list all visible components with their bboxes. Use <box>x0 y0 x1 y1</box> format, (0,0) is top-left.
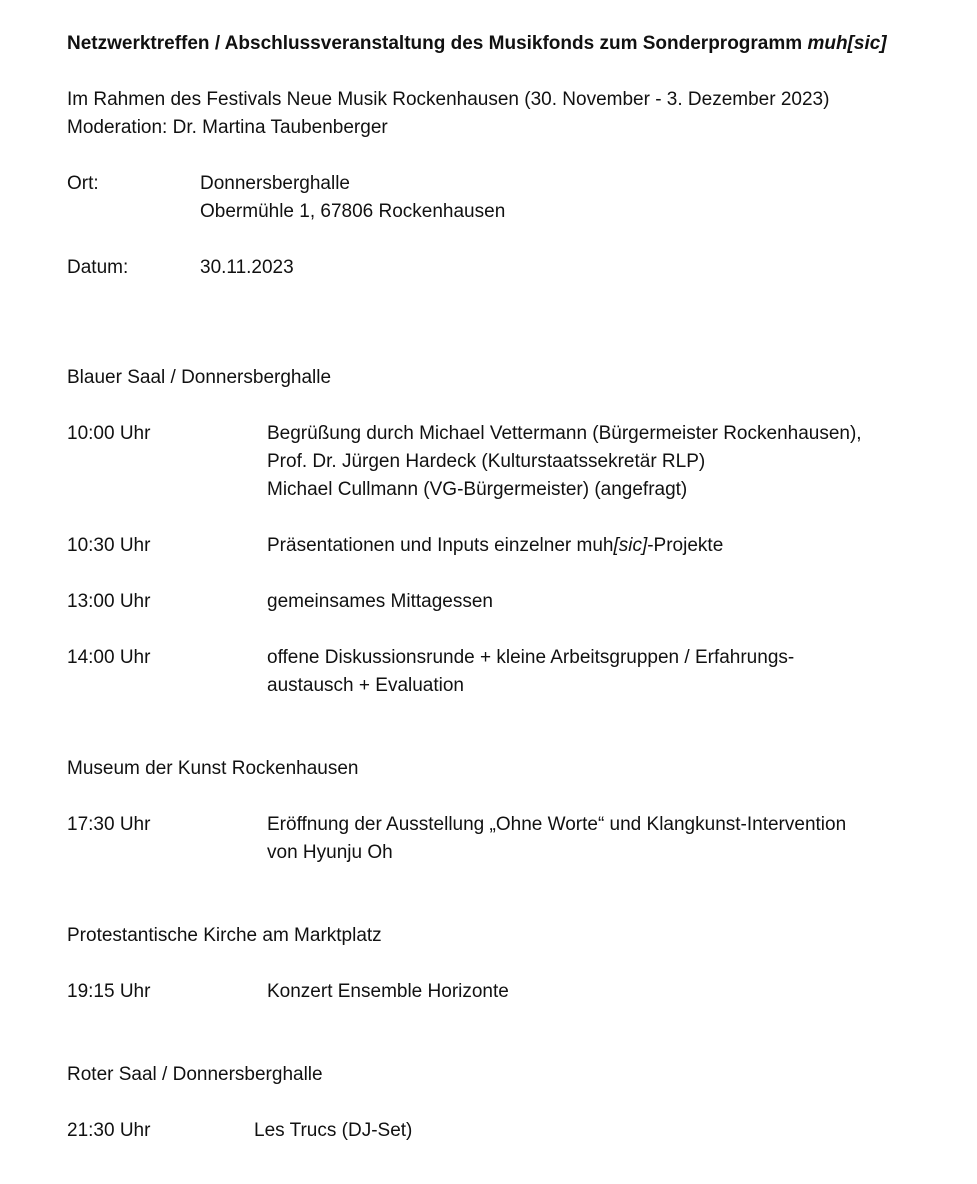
program-description <box>267 644 794 700</box>
location-row <box>67 170 947 226</box>
program-time: 17:30 Uhr <box>67 814 151 835</box>
program-text-part: -Projekte <box>647 535 724 556</box>
program-line: Les Trucs (DJ-Set) <box>254 1120 413 1141</box>
venue-heading: Roter Saal / Donnersberghalle <box>67 1064 323 1085</box>
program-line: Michael Cullmann (VG-Bürgermeister) (angefragt) <box>267 479 688 500</box>
venue-heading: Museum der Kunst Rockenhausen <box>67 758 359 779</box>
date-label: Datum: <box>67 257 129 278</box>
program-item <box>67 532 947 560</box>
program-time: 19:15 Uhr <box>67 981 151 1002</box>
program-line: offene Diskussionsrunde + kleine Arbeitsgruppen / Erfahrungs- <box>267 647 795 668</box>
program-description <box>267 811 846 867</box>
program-item <box>67 811 947 867</box>
program-item <box>67 588 947 616</box>
program-line: Eröffnung der Ausstellung „Ohne Worte“ und Klangkunst-Intervention <box>267 814 847 835</box>
program-time: 13:00 Uhr <box>67 591 151 612</box>
program-line: Prof. Dr. Jürgen Hardeck (Kulturstaatssekretär RLP) <box>267 451 706 472</box>
venue-heading: Blauer Saal / Donnersberghalle <box>67 367 332 388</box>
intro-moderation-line: Moderation: Dr. Martina Taubenberger <box>67 117 388 138</box>
title-italic-program: muh[sic] <box>807 33 887 54</box>
program-text-italic: [sic] <box>613 535 648 556</box>
intro-block <box>67 86 947 142</box>
venue-heading: Protestantische Kirche am Marktplatz <box>67 925 382 946</box>
location-venue: Donnersberghalle <box>200 173 350 194</box>
document-page <box>67 30 947 1145</box>
program-time: 10:30 Uhr <box>67 535 151 556</box>
date-value: 30.11.2023 <box>200 257 294 278</box>
program-time: 14:00 Uhr <box>67 647 151 668</box>
program-line: Konzert Ensemble Horizonte <box>267 981 509 1002</box>
program-line: austausch + Evaluation <box>267 675 464 696</box>
program-item <box>67 644 947 700</box>
program-line: Begrüßung durch Michael Vettermann (Bürgermeister Rockenhausen), <box>267 423 862 444</box>
program-description <box>267 532 723 560</box>
program-time: 10:00 Uhr <box>67 423 151 444</box>
program-time: 21:30 Uhr <box>67 1120 151 1141</box>
program-item <box>67 420 947 504</box>
title-text: Netzwerktreffen / Abschlussveranstaltung des Musikfonds zum Sonderprogramm <box>67 33 808 54</box>
program-text-part: Präsentationen und Inputs einzelner muh <box>267 535 614 556</box>
program-item <box>67 1117 947 1145</box>
program-line: gemeinsames Mittagessen <box>267 591 493 612</box>
program-description <box>267 978 509 1006</box>
program-line <box>267 532 723 560</box>
location-address: Obermühle 1, 67806 Rockenhausen <box>200 201 506 222</box>
program-description <box>267 588 493 616</box>
location-value <box>200 170 505 226</box>
location-label: Ort: <box>67 173 99 194</box>
program-description <box>267 420 862 504</box>
document-title <box>67 30 947 58</box>
program-item <box>67 978 947 1006</box>
program-line: von Hyunju Oh <box>267 842 393 863</box>
program-description <box>254 1117 412 1145</box>
intro-festival-line: Im Rahmen des Festivals Neue Musik Rockenhausen (30. November - 3. Dezember 2023) <box>67 89 830 110</box>
date-row <box>67 254 947 282</box>
